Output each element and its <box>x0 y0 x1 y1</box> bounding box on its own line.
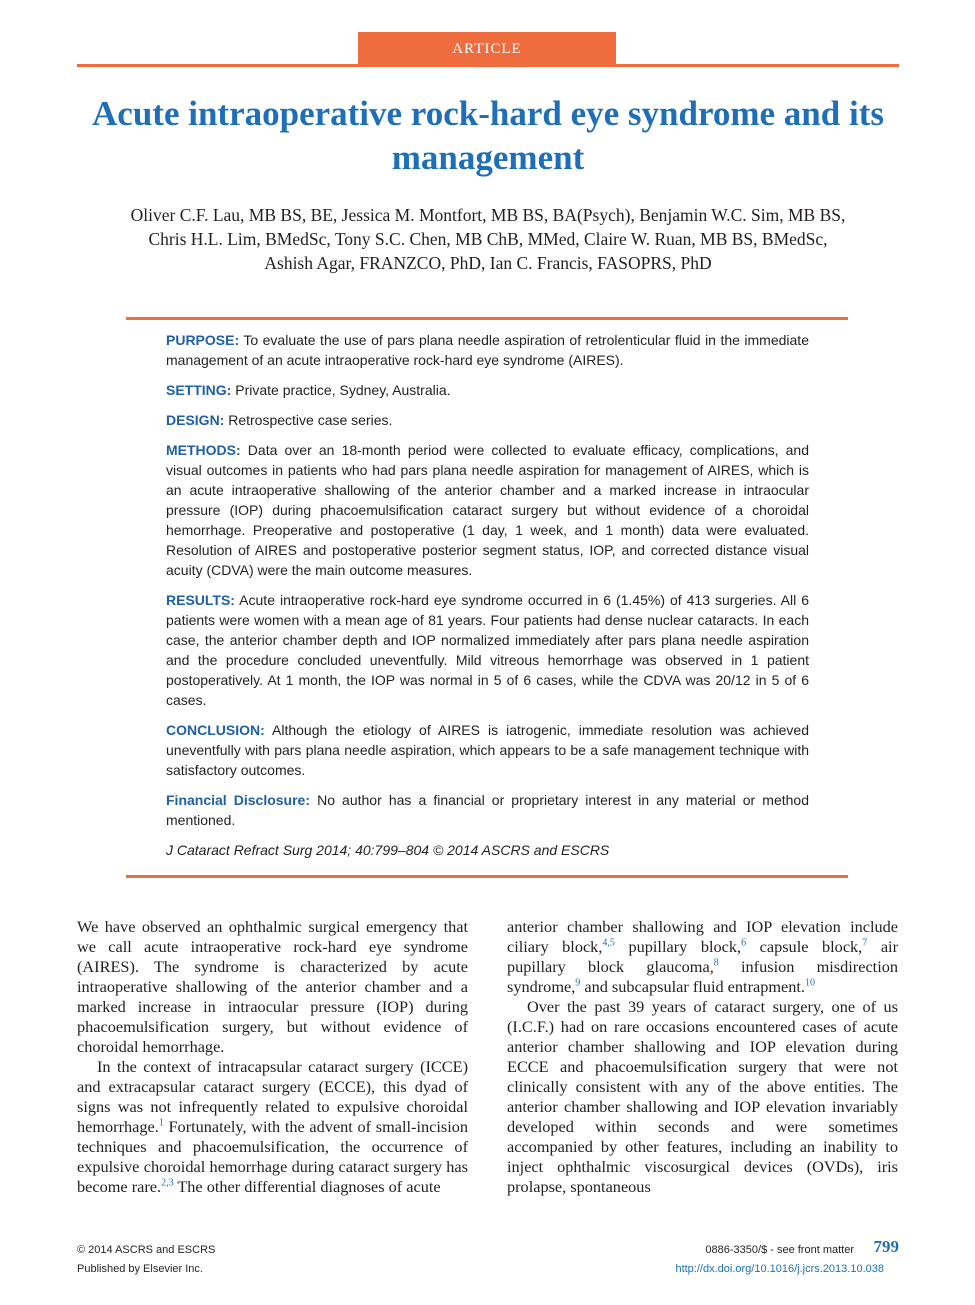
reference-link[interactable]: 2,3 <box>161 1177 174 1189</box>
journal-citation: J Cataract Refract Surg 2014; 40:799–804 © 2014 ASCRS and ESCRS <box>166 842 610 858</box>
body-paragraph <box>77 1057 468 1197</box>
abstract-purpose <box>166 330 809 370</box>
page-number: 799 <box>873 1237 899 1256</box>
reference-link[interactable]: 8 <box>713 957 719 969</box>
purpose-label: PURPOSE: <box>166 332 240 348</box>
body-text: In the context of intracapsular cataract surgery (ICCE) and extracapsular cataract surgery (ECCE), this dyad of signs was not infrequently related to expulsive choroidal hemorrhage. <box>77 1057 468 1136</box>
body-text: capsule block, <box>746 937 863 956</box>
body-column-right <box>507 917 898 1197</box>
abstract-methods <box>166 440 809 580</box>
body-text: Fortunately, with the advent of small-incision techniques and phacoemulsification, the occurrence of expulsive choroidal hemorrhage during cataract surgery has become rare. <box>77 1117 468 1196</box>
article-type-tag: ARTICLE <box>358 32 616 65</box>
author-line: Oliver C.F. Lau, MB BS, BE, Jessica M. Montfort, MB BS, BA(Psych), Benjamin W.C. Sim, MB BS, <box>130 205 846 225</box>
body-paragraph: Over the past 39 years of cataract surgery, one of us (I.C.F.) had on rare occasions encountered cases of acute anterior chamber shallowing and IOP elevation during ECCE and phacoemulsification surgery that were not clinically consistent with any of the above entities. The anterior chamber shallowing and IOP elevation invariably developed within seconds and were sometimes accompanied by other features, including an inability to inject ophthalmic viscosurgical devices (OVDs), iris prolapse, spontaneous <box>507 997 898 1196</box>
disclosure-text: No author has a financial or proprietary interest in any material or method mentioned. <box>166 792 809 828</box>
reference-link[interactable]: 1 <box>158 1117 164 1129</box>
conclusion-text: Although the etiology of AIRES is iatrogenic, immediate resolution was achieved uneventfully with pars plana needle aspiration, which appears to be a safe management technique with satisfactory outcomes. <box>166 722 809 778</box>
conclusion-label: CONCLUSION: <box>166 722 265 738</box>
header-rule <box>77 64 899 67</box>
body-text: and subcapsular fluid entrapment. <box>580 977 805 996</box>
body-text: air pupillary block glaucoma, <box>507 937 899 976</box>
body-paragraph <box>507 917 898 997</box>
body-text: infusion misdirection syndrome, <box>507 957 898 996</box>
body-paragraph: We have observed an ophthalmic surgical emergency that we call acute intraoperative rock-hard eye syndrome (AIRES). The syndrome is characterized by acute intraoperative shallowing of the anterior chamber and a marked increase in intraocular pressure (IOP) during phacoemulsification surgery, but without evidence of choroidal hemorrhage. <box>77 917 468 1056</box>
footer-publisher: Published by Elsevier Inc. <box>77 1263 203 1275</box>
abstract-setting <box>166 380 809 400</box>
methods-text: Data over an 18-month period were collected to evaluate efficacy, complications, and visual outcomes in patients who had pars plana needle aspiration for management of AIRES, which is an acute intraoperative shallowing of the anterior chamber and a marked increase in intraocular pressure (IOP) during phacoemulsification cataract surgery but without evidence of a choroidal hemorrhage. Preoperative and postoperative (1 day, 1 week, and 1 month) data were evaluated. Resolution of AIRES and postoperative posterior segment status, IOP, and corrected distance visual acuity (CDVA) were the main outcome measures. <box>166 442 809 578</box>
reference-link[interactable]: 10 <box>804 977 815 989</box>
author-list <box>77 203 899 275</box>
purpose-text: To evaluate the use of pars plana needle aspiration of retrolenticular fluid in the immediate management of an acute intraoperative rock-hard eye syndrome (AIRES). <box>166 332 809 368</box>
design-text: Retrospective case series. <box>224 412 393 428</box>
methods-label: METHODS: <box>166 442 241 458</box>
abstract-results <box>166 590 809 710</box>
reference-link[interactable]: 4,5 <box>602 937 615 949</box>
abstract-conclusion <box>166 720 809 780</box>
body-column-left <box>77 917 468 1197</box>
results-text: Acute intraoperative rock-hard eye syndrome occurred in 6 (1.45%) of 413 surgeries. All 6 patients were women with a mean age of 81 years. Four patients had dense nuclear cataracts. In each case, the anterior chamber depth and IOP normalized immediately after pars plana needle aspiration and the procedure concluded uneventfully. Mild vitreous hemorrhage was observed in 1 patient postoperatively. At 1 month, the IOP was normal in 5 of 6 cases, while the CDVA was 20/12 in 5 of 6 cases. <box>166 592 809 708</box>
reference-link[interactable]: 9 <box>575 977 581 989</box>
abstract <box>166 330 809 870</box>
abstract-design <box>166 410 809 430</box>
setting-label: SETTING: <box>166 382 232 398</box>
setting-text: Private practice, Sydney, Australia. <box>231 382 451 398</box>
disclosure-label: Financial Disclosure: <box>166 792 311 808</box>
body-text: The other differential diagnoses of acute <box>173 1177 441 1196</box>
body-text: pupillary block, <box>614 937 742 956</box>
abstract-top-rule <box>126 317 848 320</box>
design-label: DESIGN: <box>166 412 225 428</box>
author-line: Chris H.L. Lim, BMedSc, Tony S.C. Chen, MB ChB, MMed, Claire W. Ruan, MB BS, BMedSc, <box>148 229 828 249</box>
abstract-disclosure <box>166 790 809 830</box>
results-label: RESULTS: <box>166 592 235 608</box>
reference-link[interactable]: 7 <box>862 937 868 949</box>
footer-copyright: © 2014 ASCRS and ESCRS <box>77 1244 216 1256</box>
footer-issn: 0886-3350/$ - see front matter <box>705 1244 854 1256</box>
footer-doi-link[interactable]: http://dx.doi.org/10.1016/j.jcrs.2013.10.038 <box>675 1263 884 1275</box>
abstract-bottom-rule <box>126 875 848 878</box>
author-line: Ashish Agar, FRANZCO, PhD, Ian C. Francis, FASOPRS, PhD <box>264 253 712 273</box>
body-text: anterior chamber shallowing and IOP elevation include ciliary block, <box>507 917 898 956</box>
reference-link[interactable]: 6 <box>741 937 747 949</box>
article-title: Acute intraoperative rock-hard eye syndrome and its management <box>92 94 884 177</box>
